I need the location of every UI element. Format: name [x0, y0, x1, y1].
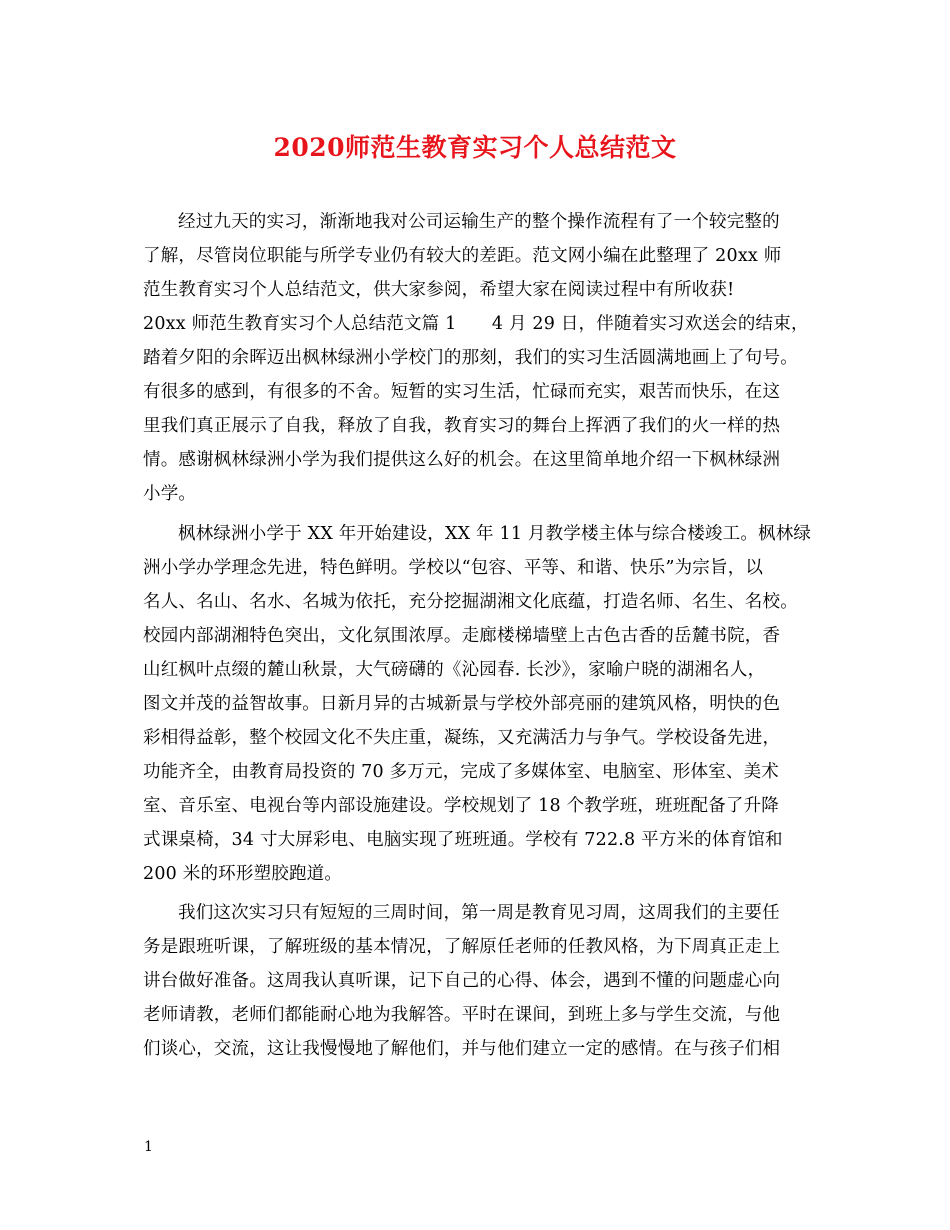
body-text-line: 彩相得益彰，整个校园文化不失庄重，凝练，又充满活力与争气。学校设备先进，	[143, 728, 781, 748]
body-text-line: 功能齐全，由教育局投资的 70 多万元，完成了多媒体室、电脑室、形体室、美术	[143, 762, 779, 782]
body-text-line: 图文并茂的益智故事。日新月异的古城新景与学校外部亮丽的建筑风格，明快的色	[143, 694, 781, 714]
body-text-line: 了解，尽管岗位职能与所学专业仍有较大的差距。范文网小编在此整理了 20xx 师	[143, 246, 782, 266]
body-text-line: 我们这次实习只有短短的三周时间，第一周是教育见习周，这周我们的主要任	[178, 903, 780, 923]
body-text-line: 山红枫叶点缀的麓山秋景，大气磅礴的《沁园春. 长沙》，家喻户晓的湖湘名人，	[143, 660, 766, 680]
body-text-line: 们谈心，交流，这让我慢慢地了解他们，并与他们建立一定的感情。在与孩子们相	[143, 1039, 781, 1059]
body-text-line: 范生教育实习个人总结范文，供大家参阅，希望大家在阅读过程中有所收获!	[143, 280, 735, 300]
body-text-line: 老师请教，老师们都能耐心地为我解答。平时在课间，到班上多与学生交流，与他	[143, 1005, 781, 1025]
body-text-line: 小学。	[143, 484, 197, 504]
body-text-line: 200 米的环形塑胶跑道。	[143, 864, 343, 884]
body-text-line: 名人、名山、名水、名城为依托，充分挖掘湖湘文化底蕴，打造名师、名生、名校。	[143, 592, 798, 612]
body-text-line: 室、音乐室、电视台等内部设施建设。学校规划了 18 个教学班，班班配备了升降	[143, 796, 779, 816]
body-text-line: 里我们真正展示了自我，释放了自我，教育实习的舞台上挥洒了我们的火一样的热	[143, 416, 781, 436]
document-title: 2020师范生教育实习个人总结范文	[273, 133, 677, 162]
body-text-line: 枫林绿洲小学于 XX 年开始建设，XX 年 11 月教学楼主体与综合楼竣工。枫林绿	[178, 524, 812, 544]
body-text-line: 校园内部湖湘特色突出，文化氛围浓厚。走廊楼梯墙壁上古色古香的岳麓书院，香	[143, 626, 781, 646]
body-text-line: 洲小学办学理念先进，特色鲜明。学校以“包容、平等、和谐、快乐”为宗旨，以	[143, 558, 764, 578]
body-text-line: 20xx 师范生教育实习个人总结范文篇 1 4 月 29 日，伴随着实习欢送会的结束，	[143, 314, 809, 334]
body-text-line: 务是跟班听课，了解班级的基本情况，了解原任老师的任教风格，为下周真正走上	[143, 937, 781, 957]
page-number: 1	[144, 1139, 153, 1155]
body-text-line: 踏着夕阳的余晖迈出枫林绿洲小学校门的那刻，我们的实习生活圆满地画上了句号。	[143, 348, 798, 368]
body-text-line: 式课桌椅，34 寸大屏彩电、电脑实现了班班通。学校有 722.8 平方米的体育馆和	[143, 830, 783, 850]
body-text-line: 有很多的感到，有很多的不舍。短暂的实习生活，忙碌而充实，艰苦而快乐，在这	[143, 382, 781, 402]
body-text-line: 经过九天的实习，渐渐地我对公司运输生产的整个操作流程有了一个较完整的	[178, 212, 780, 232]
body-text-line: 情。感谢枫林绿洲小学为我们提供这么好的机会。在这里简单地介绍一下枫林绿洲	[143, 450, 781, 470]
body-text-line: 讲台做好准备。这周我认真听课，记下自己的心得、体会，遇到不懂的问题虚心向	[143, 971, 781, 991]
